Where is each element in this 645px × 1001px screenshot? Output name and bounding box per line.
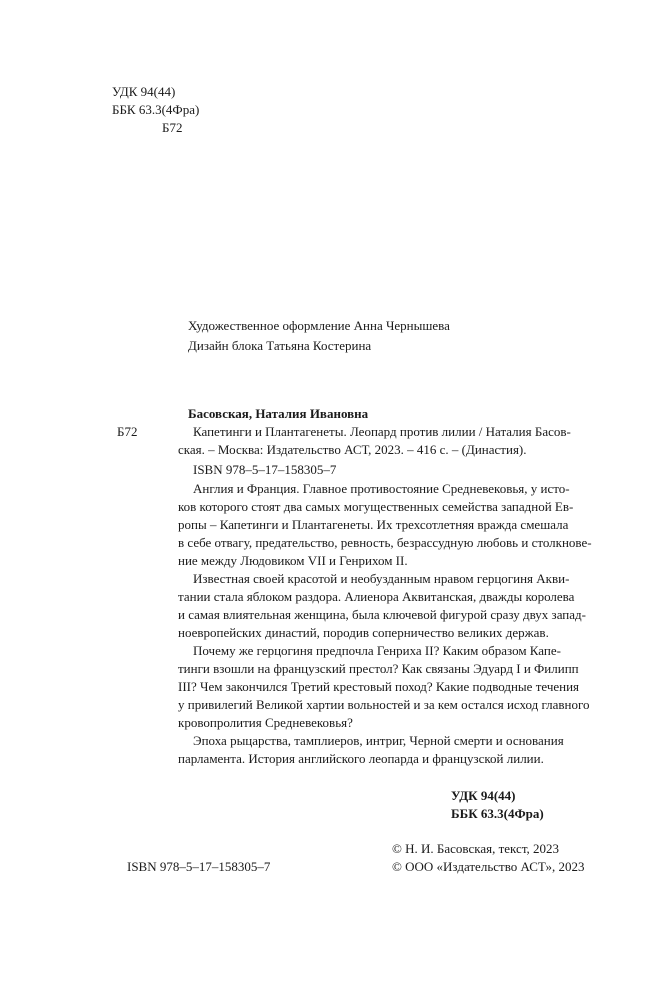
annotation-line: ков которого стоят два самых могущественных семейства западной Ев-: [178, 499, 574, 514]
author-mark: Б72: [162, 120, 183, 135]
catalog-isbn: ISBN 978–5–17–158305–7: [193, 462, 337, 477]
footer-isbn: ISBN 978–5–17–158305–7: [127, 859, 271, 874]
copyright-text: © Н. И. Басовская, текст, 2023: [392, 841, 560, 856]
bbk-code: ББК 63.3(4Фра): [112, 102, 200, 117]
annotation-line: парламента. История английского леопарда и французской лилии.: [178, 751, 544, 766]
annotation-line: ноевропейских династий, породив соперничество великих держав.: [178, 625, 549, 640]
catalog-description-line: ская. – Москва: Издательство АСТ, 2023. – 416 с. – (Династия).: [178, 442, 527, 457]
author-heading: Басовская, Наталия Ивановна: [188, 406, 369, 421]
annotation-line: Эпоха рыцарства, тамплиеров, интриг, Черной смерти и основания: [193, 733, 564, 748]
bottom-bbk-code: ББК 63.3(4Фра): [451, 806, 544, 821]
annotation-line: ропы – Капетинги и Плантагенеты. Их трехсотлетняя вражда смешала: [178, 517, 569, 532]
annotation-paragraph: [178, 570, 588, 642]
annotation-paragraph: [178, 480, 592, 570]
catalog-author-mark: Б72: [117, 424, 138, 439]
annotation-line: кровопролития Средневековья?: [178, 715, 353, 730]
annotation-line: III? Чем закончился Третий крестовый поход? Какие подводные течения: [178, 679, 580, 694]
annotation-line: Почему же герцогиня предпочла Генриха II? Каким образом Капе-: [193, 643, 561, 658]
annotation-paragraph: [178, 732, 588, 768]
art-design-credit: Художественное оформление Анна Чернышева: [188, 318, 450, 333]
bottom-udk-code: УДК 94(44): [451, 788, 516, 803]
annotation-line: в себе отвагу, предательство, ревность, безрассудную любовь и столкнове-: [178, 535, 592, 550]
annotation-line: Известная своей красотой и необузданным нравом герцогиня Акви-: [193, 571, 570, 586]
udk-code: УДК 94(44): [112, 84, 176, 99]
annotation-line: Англия и Франция. Главное противостояние Средневековья, у исто-: [193, 481, 570, 496]
annotation-line: тании стала яблоком раздора. Алиенора Аквитанская, дважды королева: [178, 589, 575, 604]
annotation-line: у привилегий Великой хартии вольностей и за кем остался исход главного: [178, 697, 590, 712]
catalog-description-line: Капетинги и Плантагенеты. Леопард против лилии / Наталия Басов-: [193, 424, 571, 439]
annotation-line: ние между Людовиком VII и Генрихом II.: [178, 553, 408, 568]
annotation-line: тинги взошли на французский престол? Как связаны Эдуард I и Филипп: [178, 661, 579, 676]
block-design-credit: Дизайн блока Татьяна Костерина: [188, 338, 372, 353]
annotation-paragraph: [178, 642, 588, 732]
annotation-line: и самая влиятельная женщина, была ключевой фигурой сразу двух запад-: [178, 607, 586, 622]
copyright-publisher: © ООО «Издательство АСТ», 2023: [392, 859, 585, 874]
